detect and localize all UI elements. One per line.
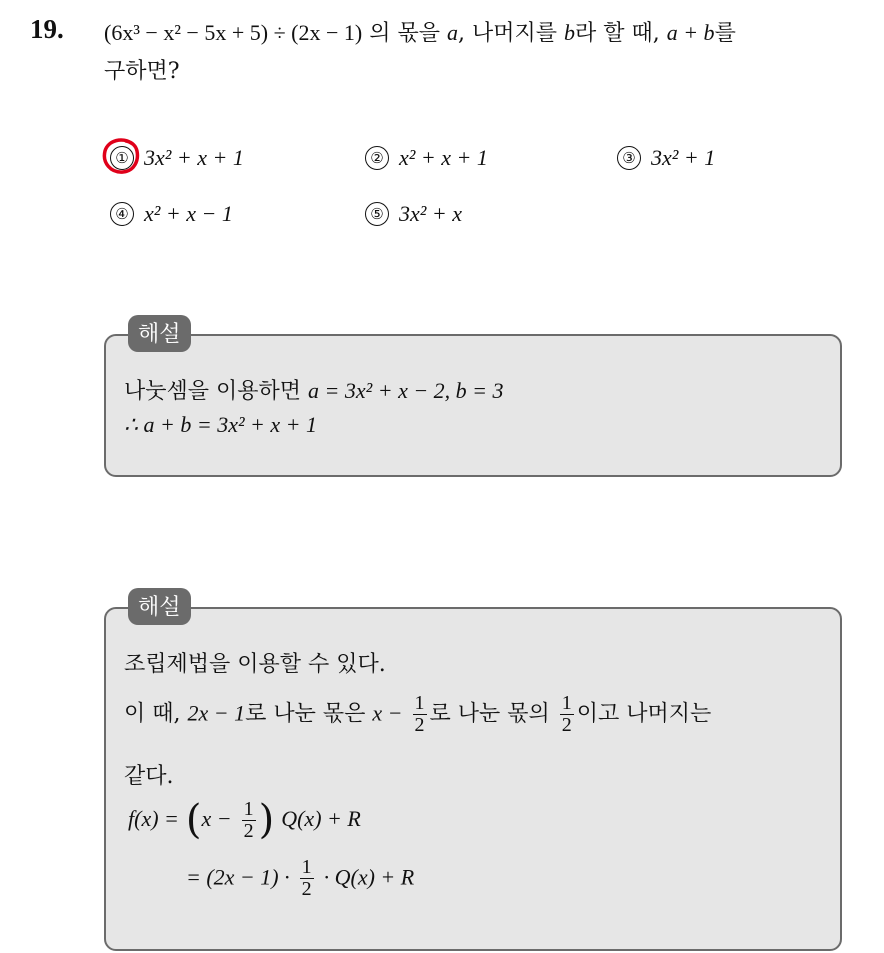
equation-1-lhs: f(x) = [128,806,179,831]
solution-1-text: 나눗셈을 이용하면 [124,379,302,404]
solution-2-math-2: x − [372,700,403,726]
choice-1[interactable] [110,145,244,171]
choice-2-expr: x² + x + 1 [399,145,488,170]
question-text-b: , 나머지를 [457,21,557,46]
question-expression: (6x³ − x² − 5x + 5) ÷ (2x − 1) [104,20,363,45]
solution-2-text-a: 이 때, [124,701,181,727]
choice-5[interactable] [365,201,462,227]
choice-5-number: ⑤ [365,202,389,226]
question-text-a: 의 몫을 [369,21,440,46]
solution-box-1 [104,334,842,477]
question-number: 19. [30,14,64,44]
solution-1-line-2: ∴ a + b = 3x² + x + 1 [124,412,318,437]
solution-2-tag: 해설 [128,588,191,625]
solution-2-text-d: 이고 나머지는 [576,701,712,727]
fraction-one-half: $\frac{1}{2}$ [414,692,425,736]
question-sum: a + b [666,20,715,45]
solution-1-line-1 [124,374,504,405]
solution-box-2 [104,607,842,951]
choice-3-expr: 3x² + 1 [651,145,716,170]
solution-1-math: a = 3x² + x − 2, b = 3 [308,378,504,403]
question-text-c: 라 할 때, [574,21,660,46]
question-var-b: b [563,20,575,45]
choice-1-number: ① [110,146,134,170]
equation-2-part-b: · Q(x) + R [323,864,415,890]
equation-2-part-a: = (2x − 1) · [186,864,290,890]
solution-2-text-c: 로 나눈 몫의 [429,701,550,727]
question-text-d: 를 [714,21,736,46]
fraction-one-half: $\frac{1}{2}$ [243,797,254,842]
solution-2-line-3: 같다. [124,764,174,789]
choice-3-number: ③ [617,146,641,170]
choice-2-number: ② [365,146,389,170]
equation-1-inner: x − [201,806,232,831]
equation-1-rest: Q(x) + R [281,806,361,831]
question-line-2: 구하면? [104,59,180,84]
equation-line-1: f(x) = (x − $\frac{1}{2}$ ) Q(x) + R [128,797,361,843]
fraction-one-half: $\frac{1}{2}$ [301,856,312,900]
choice-4-number: ④ [110,202,134,226]
choice-4-expr: x² + x − 1 [144,201,233,226]
choice-1-expr: 3x² + x + 1 [144,145,244,170]
choice-5-expr: 3x² + x [399,201,462,226]
choice-2[interactable] [365,145,488,171]
solution-1-tag: 해설 [128,315,191,352]
fraction-one-half: $\frac{1}{2}$ [561,692,572,736]
choice-3[interactable] [617,145,715,171]
solution-2-text-b: 로 나눈 몫은 [245,701,366,727]
equation-line-2 [186,857,414,900]
solution-2-math-1: 2x − 1 [187,700,246,726]
solution-2-line-1: 조립제법을 이용할 수 있다. [124,652,386,677]
question-var-a: a [446,20,458,45]
solution-2-line-2 [124,693,711,736]
question-line-1 [104,16,736,47]
choice-4[interactable] [110,201,233,227]
